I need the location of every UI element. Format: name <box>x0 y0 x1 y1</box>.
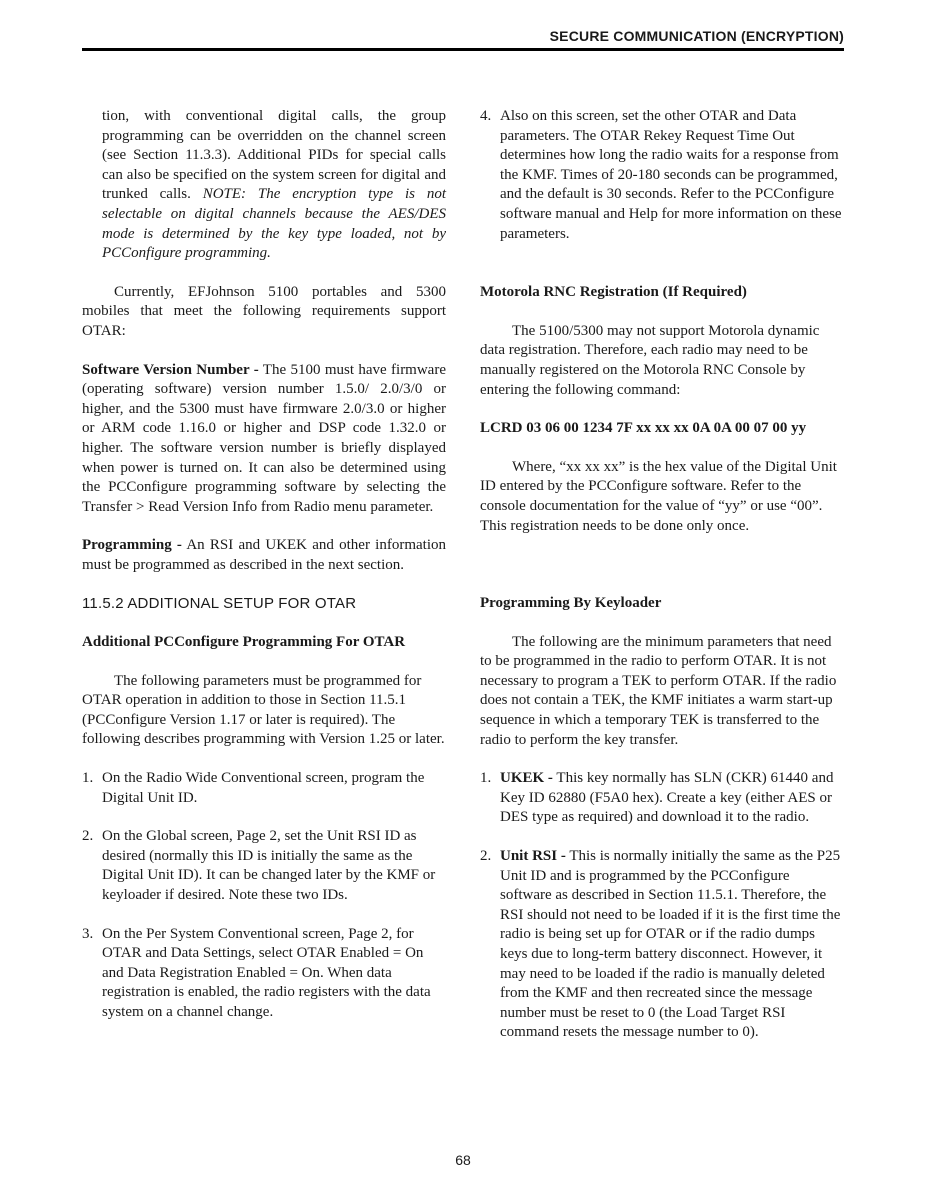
list-item <box>480 769 844 828</box>
list-text: This is normally initially the same as the P25 Unit ID and is programmed by the PCConfigure software as described in Section 11.5.1. Therefore, the RSI should not need to be loaded if it is the first time the radio is being set up for OTAR or if the radio dumps keys due to long-term battery disconnect. However, it may need to be loaded if the radio is manually deleted from the KMF and then recreated since the message number must be reset to 0 (the Load Target RSI command resets the message number to 0). <box>500 848 841 1041</box>
software-version-paragraph <box>82 361 446 518</box>
list-number: 2. <box>82 828 94 845</box>
software-version-text: The 5100 must have firmware (operating software) version number 1.5.0/ 2.0/3/0 or higher, and the 5300 must have firmware 2.0/3.0 or higher or ARM code 1.16.0 or higher and DSP code 1.32.0 or higher. The software version number is briefly displayed when power is turned on. It can also be determined using the PCConfigure programming software by selecting the Transfer > Read Version Info from Radio menu parameter. <box>82 361 446 515</box>
list-number: 1. <box>480 770 492 787</box>
pcconfigure-intro: The following parameters must be programmed for OTAR operation in addition to those in Section 11.5.1 (PCConfigure Version 1.17 or later is required). The following describes programming with Version 1.25 or later. <box>82 672 445 748</box>
requirements-intro: Currently, EFJohnson 5100 portables and 5300 mobiles that meet the following requirements support OTAR: <box>82 283 446 339</box>
list-text: Also on this screen, set the other OTAR and Data parameters. The OTAR Rekey Request Time Out determines how long the radio waits for a response from the KMF. Times of 20-180 seconds can be programmed, and the default is 30 seconds. Refer to the PCConfigure software manual and Help for more information on these parameters. <box>500 108 842 242</box>
list-item <box>82 925 446 1023</box>
encryption-note: NOTE: The encryption type is not selectable on digital channels because the AES/DES mode is determined by the key type loaded, not by PCConfigure programming. <box>102 186 446 262</box>
page-number: 68 <box>455 1152 471 1168</box>
list-text: On the Global screen, Page 2, set the Unit RSI ID as desired (normally this ID is initially the same as the Digital Unit ID). It can be changed later by the KMF or keyloader if desired. Note these two IDs. <box>102 828 436 903</box>
running-header: SECURE COMMUNICATION (ENCRYPTION) <box>549 28 844 44</box>
list-number: 3. <box>82 925 94 942</box>
list-item <box>480 107 844 244</box>
programming-label: Programming - <box>82 537 182 554</box>
list-item <box>82 827 446 905</box>
list-text: On the Radio Wide Conventional screen, program the Digital Unit ID. <box>102 770 425 806</box>
keyloader-heading: Programming By Keyloader <box>480 595 662 612</box>
section-heading: 11.5.2 ADDITIONAL SETUP FOR OTAR <box>82 595 357 613</box>
list-item <box>82 769 446 808</box>
programming-paragraph <box>82 536 446 575</box>
list-text: This key normally has SLN (CKR) 61440 and Key ID 62880 (F5A0 hex). Create a key (either AES or DES type as required) and download it to the radio. <box>500 770 834 826</box>
list-item <box>480 847 844 1043</box>
header-rule <box>82 48 844 51</box>
list-number: 4. <box>480 108 492 124</box>
rnc-heading: Motorola RNC Registration (If Required) <box>480 284 747 301</box>
list-number: 2. <box>480 848 492 865</box>
continued-paragraph <box>82 107 446 264</box>
ukek-label: UKEK - <box>500 770 553 787</box>
continued-text: tion, with conventional digital calls, the group programming can be overridden on the channel screen (see Section 11.3.3). Additional PIDs for special calls can also be specified on the system screen for digital and trunked calls. <box>102 108 446 203</box>
where-paragraph: Where, “xx xx xx” is the hex value of the Digital Unit ID entered by the PCConfigure software. Refer to the console documentation for the value of “yy” or use “00”. This registration needs to be done only once. <box>480 458 837 534</box>
left-column <box>82 107 446 1023</box>
rnc-command: LCRD 03 06 00 1234 7F xx xx xx 0A 0A 00 07 00 yy <box>480 420 807 437</box>
unit-rsi-label: Unit RSI - <box>500 848 566 865</box>
software-version-label: Software Version Number - <box>82 361 259 378</box>
rnc-paragraph: The 5100/5300 may not support Motorola dynamic data registration. Therefore, each radio may need to be manually registered on the Motorola RNC Console by entering the following command: <box>480 322 820 398</box>
keyloader-paragraph: The following are the minimum parameters that need to be programmed in the radio to perform OTAR. It is not necessary to program a TEK to perform OTAR. If the radio does not contain a TEK, the KMF initiates a warm start-up sequence in which a temporary TEK is transferred to the radio to perform the key transfer. <box>480 633 837 748</box>
right-column <box>480 107 844 1043</box>
subheading-pcconfigure: Additional PCConfigure Programming For OTAR <box>82 634 406 651</box>
list-text: On the Per System Conventional screen, Page 2, for OTAR and Data Settings, select OTAR Enabled = On and Data Registration Enabled = On. When data registration is enabled, the radio registers with the data system on a channel change. <box>102 925 431 1020</box>
list-number: 1. <box>82 770 94 787</box>
programming-text: An RSI and UKEK and other information must be programmed as described in the next section. <box>82 537 446 573</box>
